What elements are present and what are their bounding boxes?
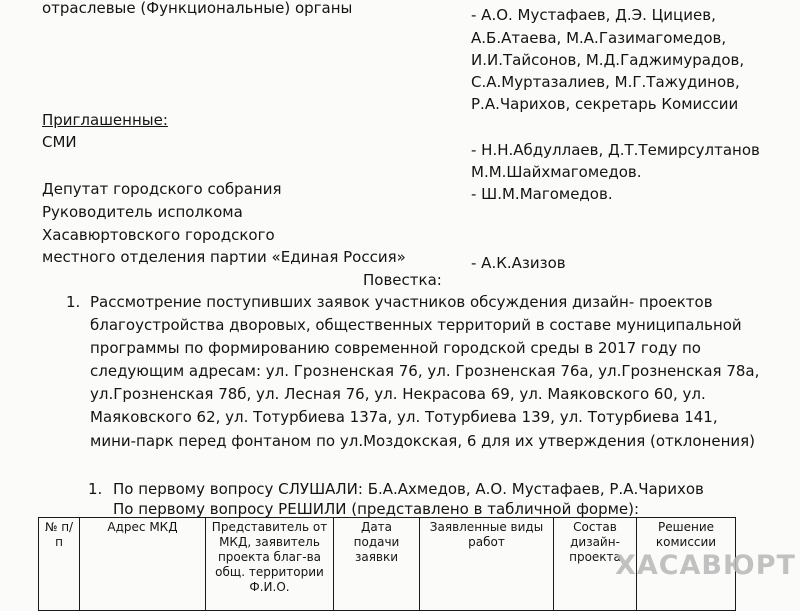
- deputy-label: Депутат городского собрания: [42, 180, 282, 198]
- agenda-line-7: мини-парк перед фонтаном по ул.Моздокская, 6 для их утверждения (отклонения): [90, 432, 756, 450]
- agenda-heading: Повестка:: [363, 271, 442, 289]
- organs-label: отраслевые (Функциональные) органы: [42, 0, 353, 17]
- head-name: - А.К.Азизов: [471, 254, 566, 272]
- head-label-line-1: Руководитель исполкома: [42, 203, 243, 221]
- agenda-item-number: 1.: [66, 293, 81, 311]
- table-header-cell: Дата подачи заявки: [334, 518, 420, 611]
- deputy-name: - Ш.М.Магомедов.: [471, 185, 613, 203]
- member-line-1: - А.О. Мустафаев, Д.Э. Цициев,: [471, 6, 716, 24]
- member-line-3: И.И.Тайсонов, М.Д.Гаджимурадов,: [471, 51, 745, 69]
- table-header-cell: Адрес МКД: [80, 518, 206, 611]
- table-header-cell: № п/п: [39, 518, 80, 611]
- member-line-2: А.Б.Атаева, М.А.Газимагомедов,: [471, 29, 727, 47]
- member-line-5: Р.А.Чарихов, секретарь Комиссии: [471, 95, 739, 113]
- agenda-line-1: Рассмотрение поступивших заявок участников обсуждения дизайн- проектов: [90, 293, 713, 311]
- smi-names-line-2: М.М.Шайхмагомедов.: [471, 163, 642, 181]
- smi-label: СМИ: [42, 133, 77, 151]
- agenda-line-5: ул.Грозненская 78б, ул. Лесная 76, ул. Некрасова 69, ул. Маяковского 60, ул.: [90, 385, 706, 403]
- table-header-cell: Представитель от МКД, заявитель проекта благ-ва общ. территории Ф.И.О.: [206, 518, 334, 611]
- watermark-logo: ХАСАВЮРТ: [615, 550, 796, 581]
- table-header-cell: Состав дизайн-проекта: [554, 518, 637, 611]
- agenda-line-6: Маяковского 62, ул. Тотурбиева 137а, ул. Тотурбиева 139, ул. Тотурбиева 141,: [90, 408, 718, 426]
- head-label-line-3: местного отделения партии «Единая Россия»: [42, 248, 406, 266]
- decision-item-number: 1.: [88, 480, 103, 498]
- head-label-line-2: Хасавюртовского городского: [42, 226, 275, 244]
- agenda-line-4: следующим адресам: ул. Грозненская 76, ул. Грозненская 76а, ул.Грозненская 78а,: [90, 362, 760, 380]
- agenda-line-2: благоустройства дворовых, общественных территорий в составе муниципальной: [90, 316, 742, 334]
- member-line-4: С.А.Муртазалиев, М.Г.Тажудинов,: [471, 73, 740, 91]
- smi-names-line-1: - Н.Н.Абдуллаев, Д.Т.Темирсултанов: [471, 141, 760, 159]
- invited-heading: Приглашенные:: [42, 111, 168, 129]
- decision-heard: По первому вопросу СЛУШАЛИ: Б.А.Ахмедов, А.О. Мустафаев, Р.А.Чарихов: [113, 480, 704, 498]
- decision-decided: По первому вопросу РЕШИЛИ (представлено в табличной форме):: [113, 500, 640, 518]
- table-header-cell: Заявленные виды работ: [420, 518, 554, 611]
- table-header-cell: Решение комиссии: [637, 518, 736, 611]
- agenda-line-3: программы по формированию современной городской среды в 2017 году по: [90, 339, 701, 357]
